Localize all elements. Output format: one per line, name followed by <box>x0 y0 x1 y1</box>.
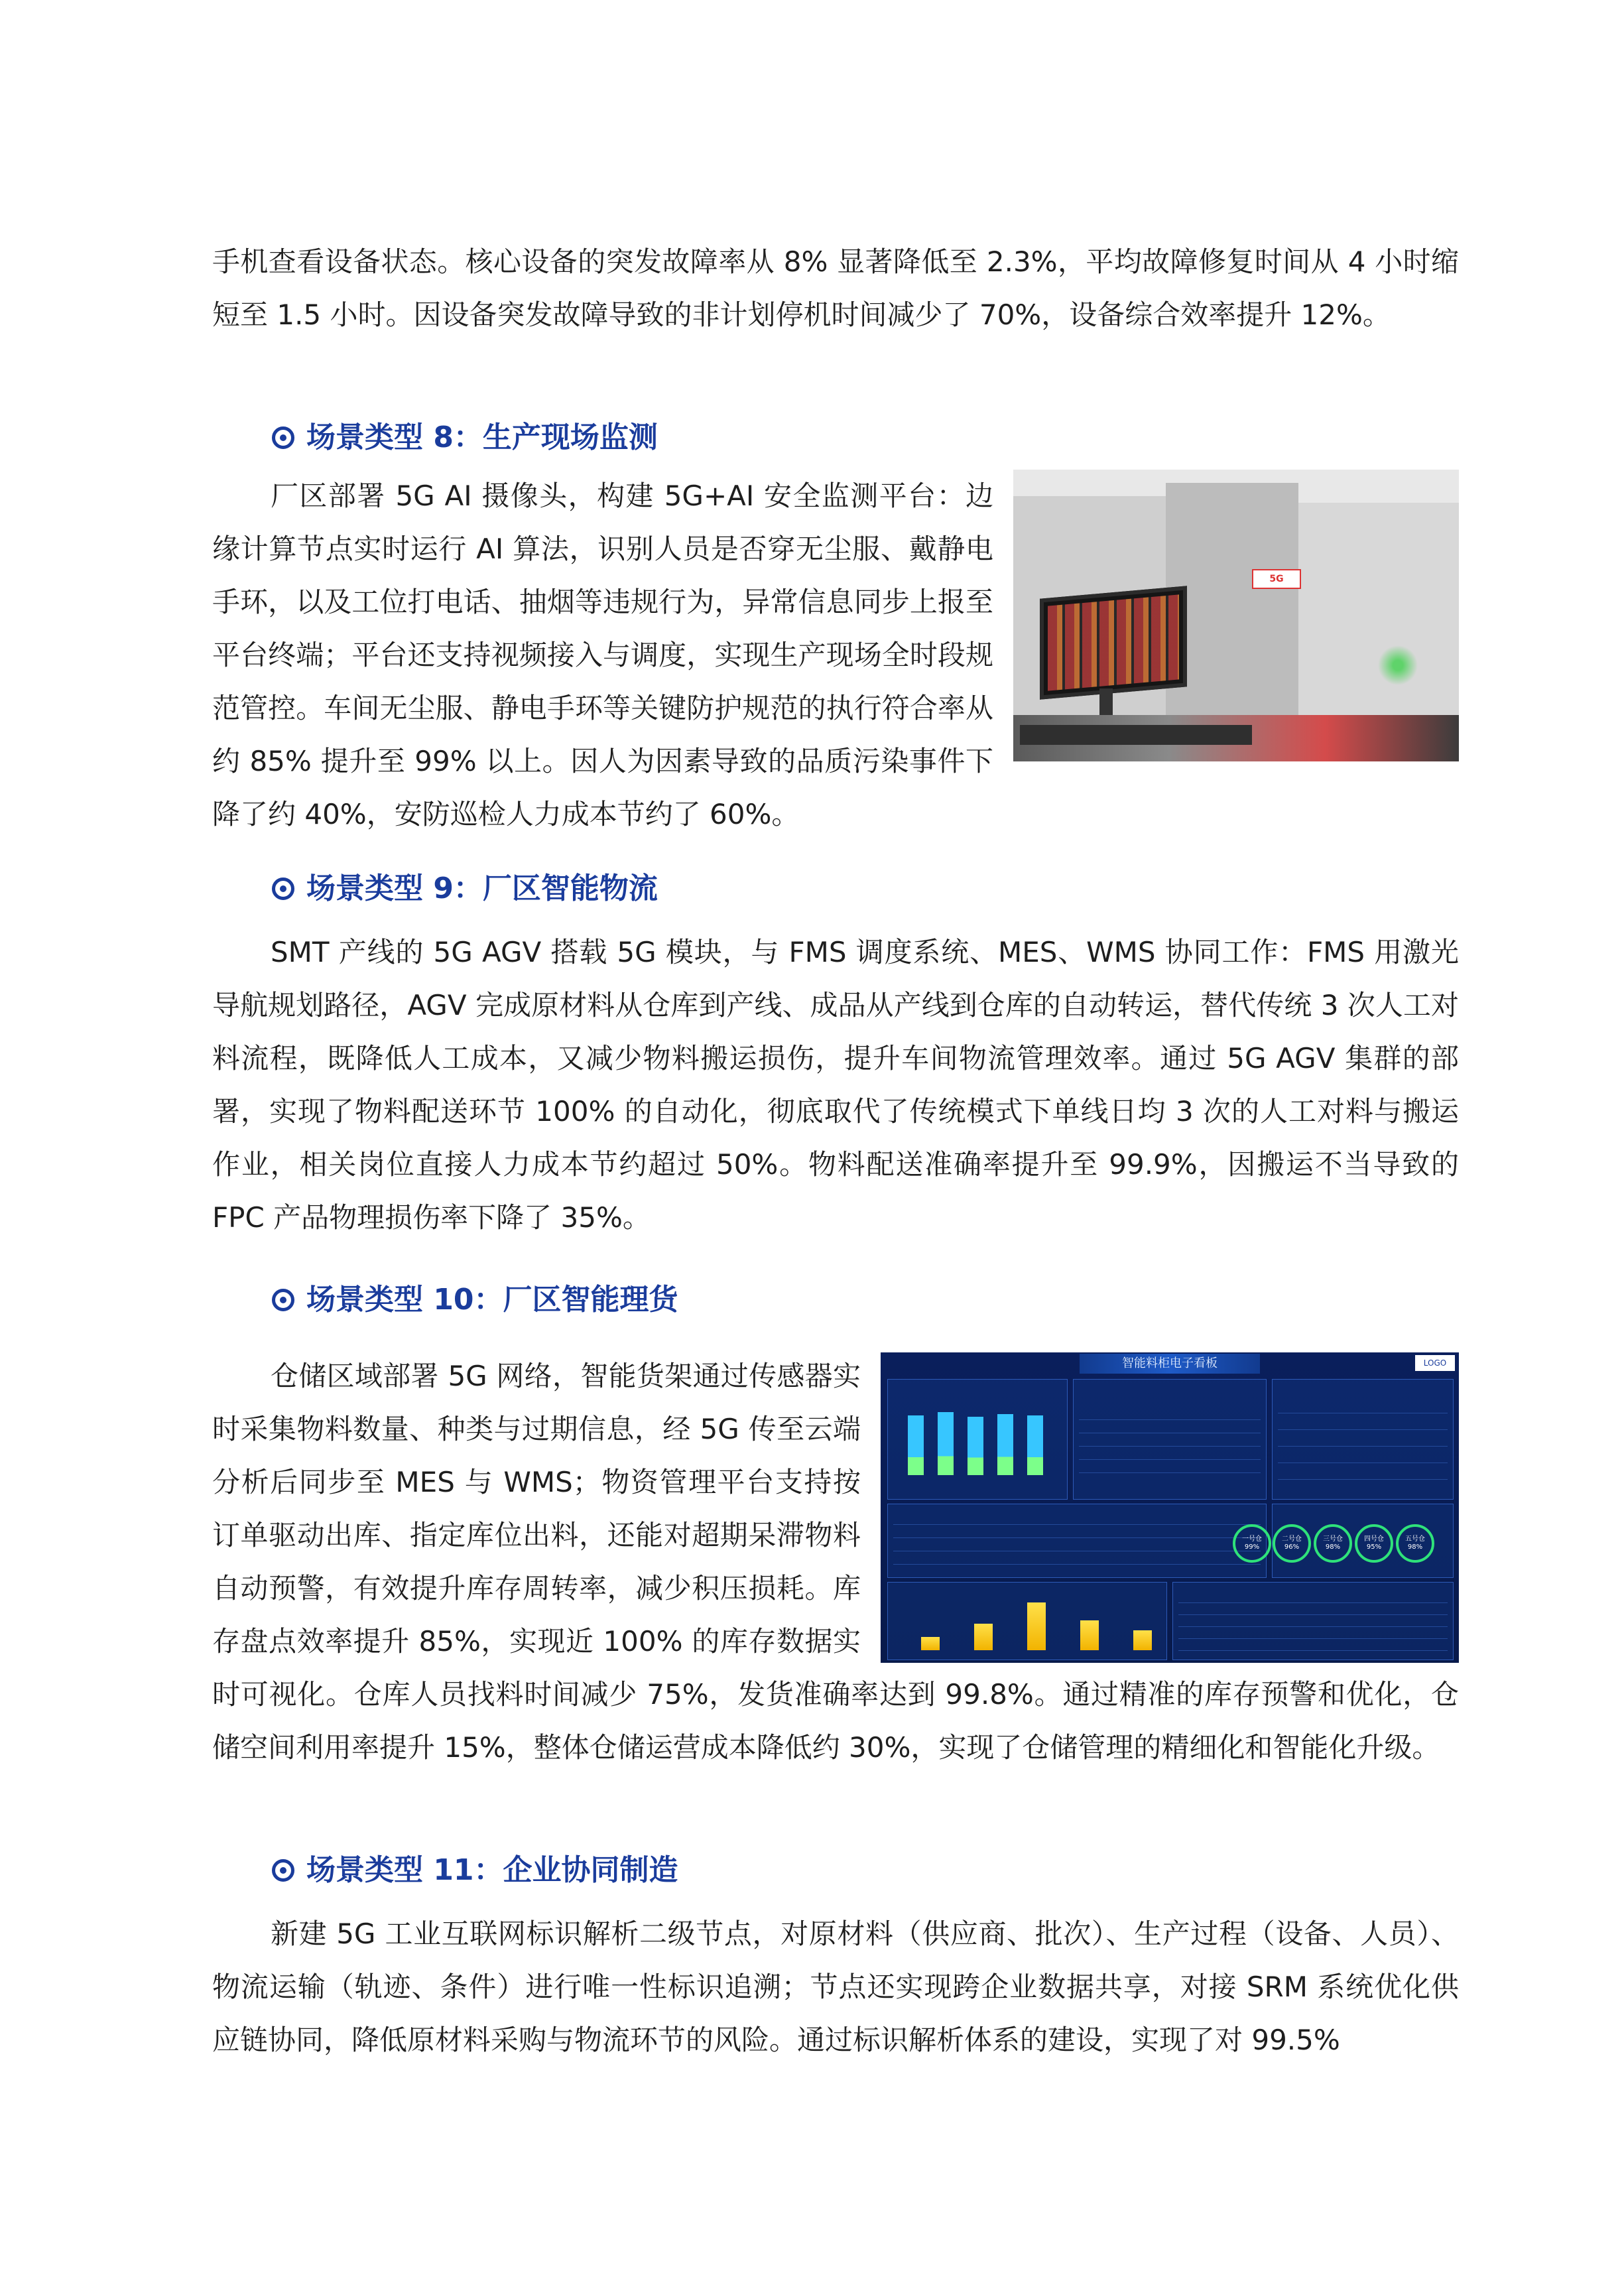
section-paragraph: 新建 5G 工业互联网标识解析二级节点，对原材料（供应商、批次）、生产过程（设备、人员）、物流运输（轨迹、条件）进行唯一性标识追溯；节点还实现跨企业数据共享，对接 SRM 系统优化供应链协同，降低原材料采购与物流环节的风险。通过标识解析体系的建设，实现了对 99.5% <box>212 1918 1459 2056</box>
rate-circle: 二号仓 96% <box>1273 1524 1311 1563</box>
bullet-icon <box>272 1289 294 1311</box>
rate-circle: 一号仓 99% <box>1233 1524 1271 1563</box>
section-8-body <box>212 470 1459 841</box>
factory-monitor-photo <box>1013 470 1459 761</box>
stock-bar-panel <box>887 1379 1068 1500</box>
section-heading-9 <box>272 862 658 915</box>
rate-circle: 五号仓 98% <box>1396 1524 1434 1563</box>
bullet-icon <box>272 426 294 449</box>
section-paragraph: SMT 产线的 5G AGV 搭载 5G 模块，与 FMS 调度系统、MES、WMS 协同工作：FMS 用激光导航规划路径，AGV 完成原材料从仓库到产线、成品从产线到仓库的自动转运，替代传统 3 次人工对料流程，既降低人工成本，又减少物料搬运损伤，提升车间物流管理效率。通过 5G AGV 集群的部署，实现了物料配送环节 100% 的自动化，彻底取代了传统模式下单线日均 3 次的人工对料与搬运作业，相关岗位直接人力成本节约超过 50%。物料配送准确率提升至 99.9%，因搬运不当导致的 FPC 产品物理损伤率下降了 35%。 <box>212 936 1459 1234</box>
dashboard-title: 智能料柜电子看板 <box>1080 1354 1260 1374</box>
rate-circle: 三号仓 98% <box>1314 1524 1352 1563</box>
monitor-screen <box>1040 586 1187 699</box>
section-10-body <box>212 1350 1459 1774</box>
order-table-panel <box>1073 1379 1267 1500</box>
section-heading-text: 场景类型 9：厂区智能物流 <box>306 872 658 905</box>
5g-sign: 5G <box>1252 569 1301 589</box>
section-heading-text: 场景类型 8：生产现场监测 <box>306 421 658 454</box>
section-heading-text: 场景类型 11：企业协同制造 <box>306 1853 678 1887</box>
outbound-bar-panel <box>887 1582 1167 1660</box>
warehouse-table-panel <box>1272 1379 1454 1500</box>
warehouse-dashboard-image <box>881 1352 1459 1663</box>
section-heading-text: 场景类型 10：厂区智能理货 <box>306 1283 678 1317</box>
alert-table-panel <box>1172 1582 1454 1660</box>
bullet-icon <box>272 1859 294 1882</box>
intro-paragraph: 手机查看设备状态。核心设备的突发故障率从 8% 显著降低至 2.3%，平均故障修复时间从 4 小时缩短至 1.5 小时。因设备突发故障导致的非计划停机时间减少了 70%，设备综合效率提升 12%。 <box>212 245 1459 331</box>
section-paragraph: 厂区部署 5G AI 摄像头，构建 5G+AI 安全监测平台：边缘计算节点实时运行 AI 算法，识别人员是否穿无尘服、戴静电手环，以及工位打电话、抽烟等违规行为，异常信息同步上报至平台终端；平台还支持视频接入与调度，实现生产现场全时段规范管控。车间无尘服、静电手环等关键防护规范的执行符合率从约 85% 提升至 99% 以上。因人为因素导致的品质污染事件下降了约 40%，安防巡检人力成本节约了 60%。 <box>212 480 993 830</box>
section-heading-8 <box>272 411 658 464</box>
rate-circle: 四号仓 95% <box>1355 1524 1393 1563</box>
material-table-panel <box>887 1504 1267 1578</box>
warehouse-rate-panel <box>1242 1504 1454 1578</box>
bullet-icon <box>272 878 294 900</box>
section-paragraph: 仓储区域部署 5G 网络，智能货架通过传感器实时采集物料数量、种类与过期信息，经 5G 传至云端分析后同步至 MES 与 WMS；物资管理平台支持按订单驱动出库、指定库位出料，还能对超期呆滞物料自动预警，有效提升库存周转率，减少积压损耗。库存盘点效率提升 85%，实现近 100% 的库存数据实时可视化。仓库人员找料时间减少 75%，发货准确率达到 99.8%。通过精准的库存预警和优化，仓储空间利用率提升 15%，整体仓储运营成本降低约 30%，实现了仓储管理的精细化和智能化升级。 <box>212 1360 1459 1764</box>
section-heading-11 <box>272 1844 678 1897</box>
section-heading-10 <box>272 1273 678 1327</box>
dashboard-logo: LOGO <box>1415 1355 1455 1371</box>
